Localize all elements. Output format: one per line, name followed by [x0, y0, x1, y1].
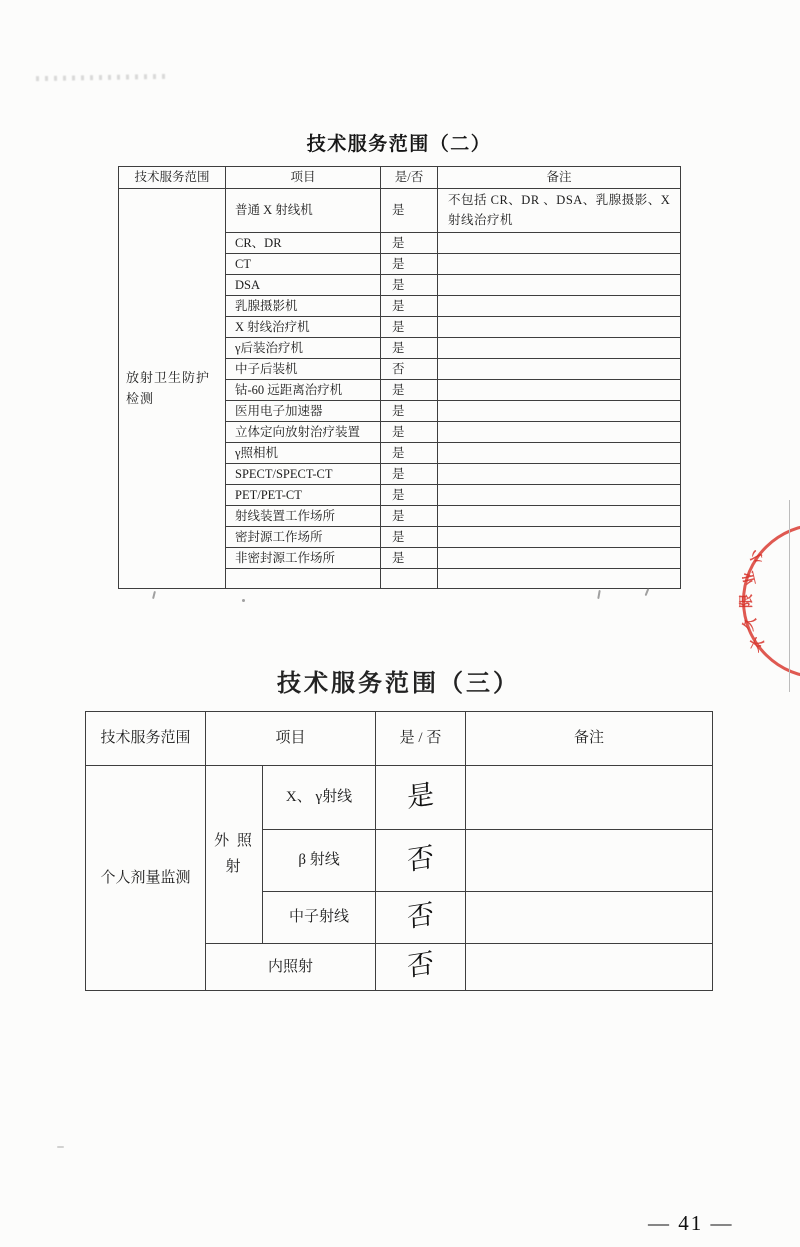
table-row [86, 766, 713, 830]
yesno-cell: 是 [381, 443, 438, 464]
section-title-scope3: 技术服务范围（三） [277, 670, 520, 697]
col-header-remark: 备注 [438, 167, 681, 189]
item-cell: γ照相机 [226, 443, 381, 464]
seal-glyph: 小 [747, 546, 768, 566]
seal-glyph: 限 [740, 594, 755, 608]
item-cell: 普通 X 射线机 [226, 189, 381, 233]
yesno-cell: 是 [381, 380, 438, 401]
yesno-cell: 是 [381, 275, 438, 296]
yesno-cell [376, 830, 466, 892]
item-cell: PET/PET-CT [226, 485, 381, 506]
handwritten-mark: 是 [406, 778, 435, 813]
col-header-scope: 技术服务范围 [86, 712, 206, 766]
remark-cell [438, 464, 681, 485]
item-cell: X 射线治疗机 [226, 317, 381, 338]
scan-artifact-tick [645, 588, 650, 596]
item-cell: 密封源工作场所 [226, 527, 381, 548]
scope-cell: 个人剂量监测 [86, 766, 206, 991]
yesno-cell: 是 [381, 527, 438, 548]
remark-cell [438, 233, 681, 254]
remark-cell [438, 338, 681, 359]
handwritten-mark: 否 [406, 948, 435, 983]
remark-cell [466, 892, 713, 944]
yesno-cell [376, 944, 466, 991]
yesno-cell: 是 [381, 485, 438, 506]
yesno-cell: 是 [381, 233, 438, 254]
item-cell: 钴-60 远距离治疗机 [226, 380, 381, 401]
remark-cell [438, 380, 681, 401]
yesno-cell: 是 [381, 189, 438, 233]
scope3-table [85, 711, 713, 991]
yesno-cell: 否 [381, 359, 438, 380]
yesno-cell: 是 [381, 464, 438, 485]
scan-artifact-tick [57, 1146, 64, 1148]
yesno-cell [381, 569, 438, 589]
header-row [86, 712, 713, 766]
scope2-table [118, 166, 681, 589]
remark-cell [438, 527, 681, 548]
remark-cell [438, 359, 681, 380]
remark-cell: 不包括 CR、DR 、DSA、乳腺摄影、X 射线治疗机 [438, 189, 681, 233]
remark-cell [438, 422, 681, 443]
remark-cell [466, 830, 713, 892]
item-cell: γ后装治疗机 [226, 338, 381, 359]
scan-artifact-smudge [36, 74, 168, 81]
col-header-item: 项目 [226, 167, 381, 189]
remark-cell [438, 548, 681, 569]
remark-cell [466, 766, 713, 830]
item-cell: 立体定向放射治疗装置 [226, 422, 381, 443]
item-cell: 内照射 [206, 944, 376, 991]
item-cell: 乳腺摄影机 [226, 296, 381, 317]
remark-cell [466, 944, 713, 991]
remark-cell [438, 443, 681, 464]
yesno-cell [376, 766, 466, 830]
remark-cell [438, 506, 681, 527]
remark-cell [438, 569, 681, 589]
scan-artifact-tick [597, 590, 601, 599]
item-cell [226, 569, 381, 589]
item-cell: CT [226, 254, 381, 275]
table-row [119, 189, 681, 233]
item-cell: β 射线 [263, 830, 376, 892]
item-cell: 中子射线 [263, 892, 376, 944]
col-header-yesno: 是/否 [381, 167, 438, 189]
yesno-cell [376, 892, 466, 944]
yesno-cell: 是 [381, 506, 438, 527]
yesno-cell: 是 [381, 422, 438, 443]
scope-cell: 放射卫生防护检测 [119, 189, 226, 589]
remark-cell [438, 254, 681, 275]
handwritten-mark: 否 [406, 841, 435, 876]
handwritten-mark: 否 [406, 898, 435, 933]
yesno-cell: 是 [381, 317, 438, 338]
col-header-scope: 技术服务范围 [119, 167, 226, 189]
external-irradiation-cell: 外 照 射 [206, 766, 263, 944]
seal-glyph: 久 [741, 615, 760, 633]
item-cell: X、 γ射线 [263, 766, 376, 830]
item-cell: 非密封源工作场所 [226, 548, 381, 569]
remark-cell [438, 401, 681, 422]
header-row [119, 167, 681, 189]
item-cell: SPECT/SPECT-CT [226, 464, 381, 485]
remark-cell [438, 275, 681, 296]
scan-artifact-tick [152, 591, 156, 599]
yesno-cell: 是 [381, 254, 438, 275]
item-cell: 医用电子加速器 [226, 401, 381, 422]
yesno-cell: 是 [381, 296, 438, 317]
col-header-yesno: 是 / 否 [376, 712, 466, 766]
item-cell: 射线装置工作场所 [226, 506, 381, 527]
remark-cell [438, 317, 681, 338]
item-cell: DSA [226, 275, 381, 296]
remark-cell [438, 296, 681, 317]
seal-glyph: 太 [747, 635, 768, 655]
item-cell: 中子后装机 [226, 359, 381, 380]
seal-glyph: 业 [741, 569, 760, 587]
remark-cell [438, 485, 681, 506]
page-number: — 41 — [648, 1211, 734, 1235]
col-header-item: 项目 [206, 712, 376, 766]
scan-artifact-tick [242, 599, 245, 602]
section-title-scope2: 技术服务范围（二） [306, 134, 492, 155]
yesno-cell: 是 [381, 548, 438, 569]
col-header-remark: 备注 [466, 712, 713, 766]
yesno-cell: 是 [381, 338, 438, 359]
item-cell: CR、DR [226, 233, 381, 254]
yesno-cell: 是 [381, 401, 438, 422]
